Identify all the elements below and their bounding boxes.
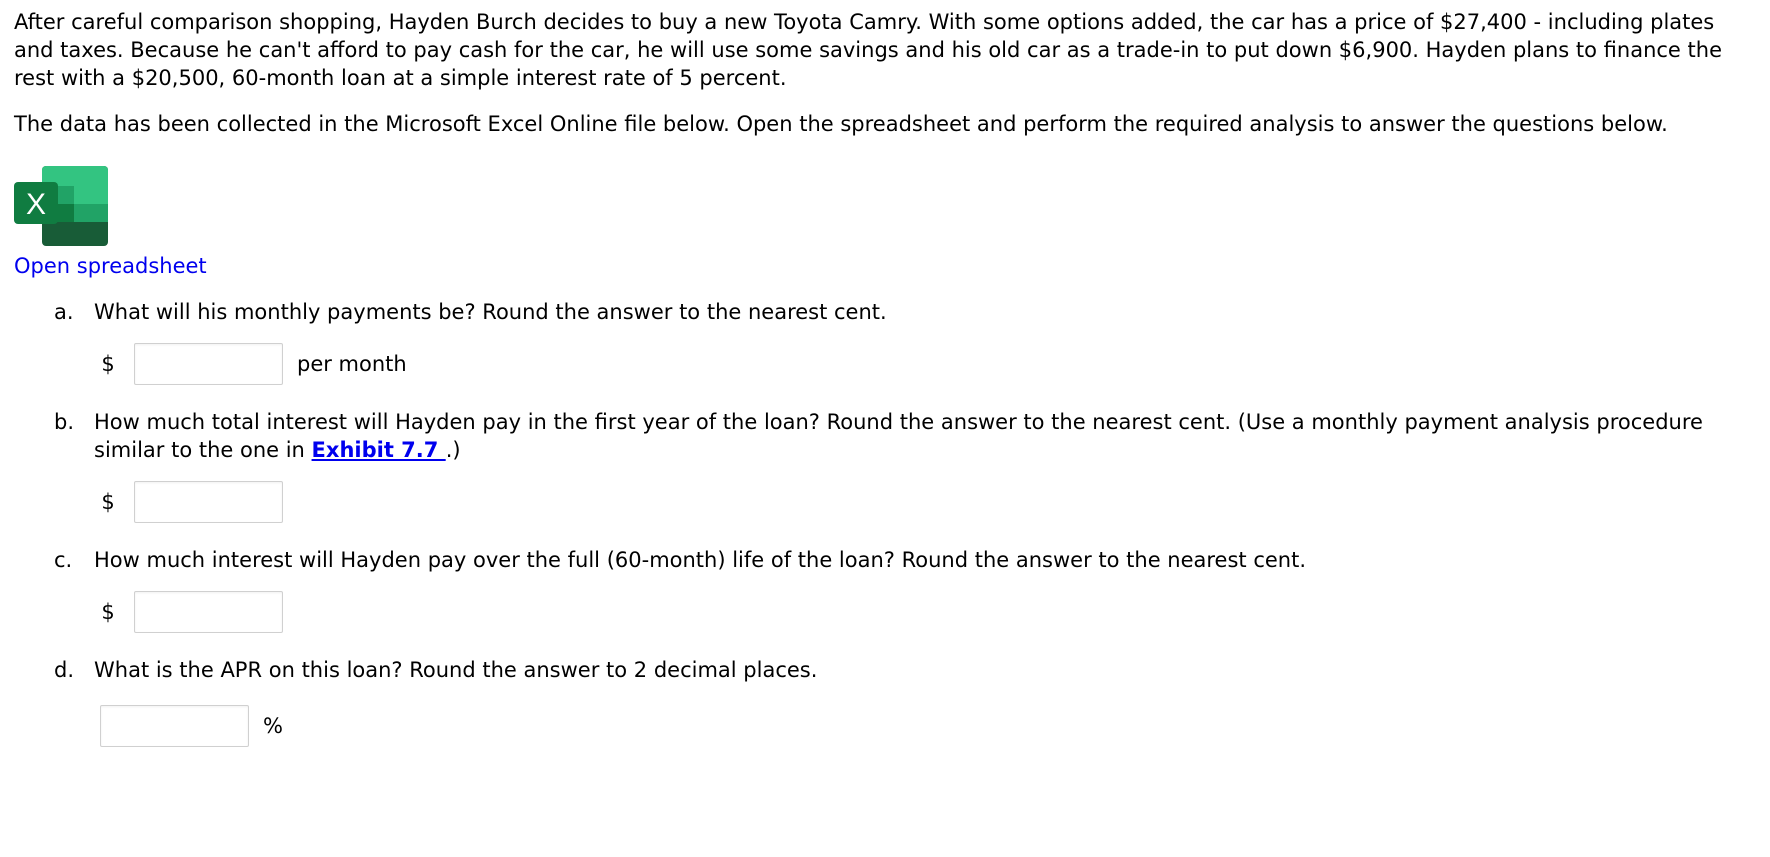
dollar-sign: $ [101,352,115,376]
first-year-interest-input[interactable] [134,481,283,523]
answer-row-c [14,590,1756,634]
problem-intro-paragraph: After careful comparison shopping, Hayden Burch decides to buy a new Toyota Camry. With some options added, the car has a price of $27,400 - including plates and taxes. Because he can't afford to pay cash for the car, he will use some savings and his old car as a trade-in to put down $6,900. Hayden plans to finance the rest with a $20,500, 60-month loan at a simple interest rate of 5 percent. [14,10,1722,90]
open-spreadsheet-link[interactable]: Open spreadsheet [14,254,207,278]
question-text: What will his monthly payments be? Round the answer to the nearest cent. [94,300,887,324]
dollar-sign: $ [101,490,115,514]
question-letter: c. [54,548,73,572]
question-letter: a. [54,300,74,324]
excel-icon-letter: X [25,188,47,221]
question-letter: b. [54,410,75,434]
percent-label: % [263,714,283,738]
answer-row-b [14,480,1756,524]
question-text-after-link: .) [445,438,461,462]
dollar-sign: $ [101,600,115,624]
questions-list [14,298,1756,748]
question-text-before-link: How much total interest will Hayden pay in the first year of the loan? Round the answer to the nearest cent. (Use a monthly payment analysis procedure similar to the one in [94,410,1703,462]
question-text: What is the APR on this loan? Round the answer to 2 decimal places. [94,658,818,682]
question-b [54,408,1756,464]
question-text: How much interest will Hayden pay over the full (60-month) life of the loan? Round the answer to the nearest cent. [94,548,1307,572]
question-a [54,298,1756,326]
per-month-label: per month [297,352,407,376]
exhibit-link[interactable]: Exhibit 7.7 [311,438,446,462]
apr-input[interactable] [100,705,249,747]
answer-row-d [100,704,1756,748]
spreadsheet-instructions-paragraph: The data has been collected in the Microsoft Excel Online file below. Open the spreadsheet and perform the required analysis to answer the questions below. [14,112,1668,136]
question-letter: d. [54,658,75,682]
question-d [54,656,1756,684]
total-interest-input[interactable] [134,591,283,633]
answer-row-a [14,342,1756,386]
excel-icon[interactable] [14,164,110,248]
question-text [94,408,1756,464]
monthly-payment-input[interactable] [134,343,283,385]
spreadsheet-launcher[interactable] [14,164,1756,252]
question-c [54,546,1756,574]
